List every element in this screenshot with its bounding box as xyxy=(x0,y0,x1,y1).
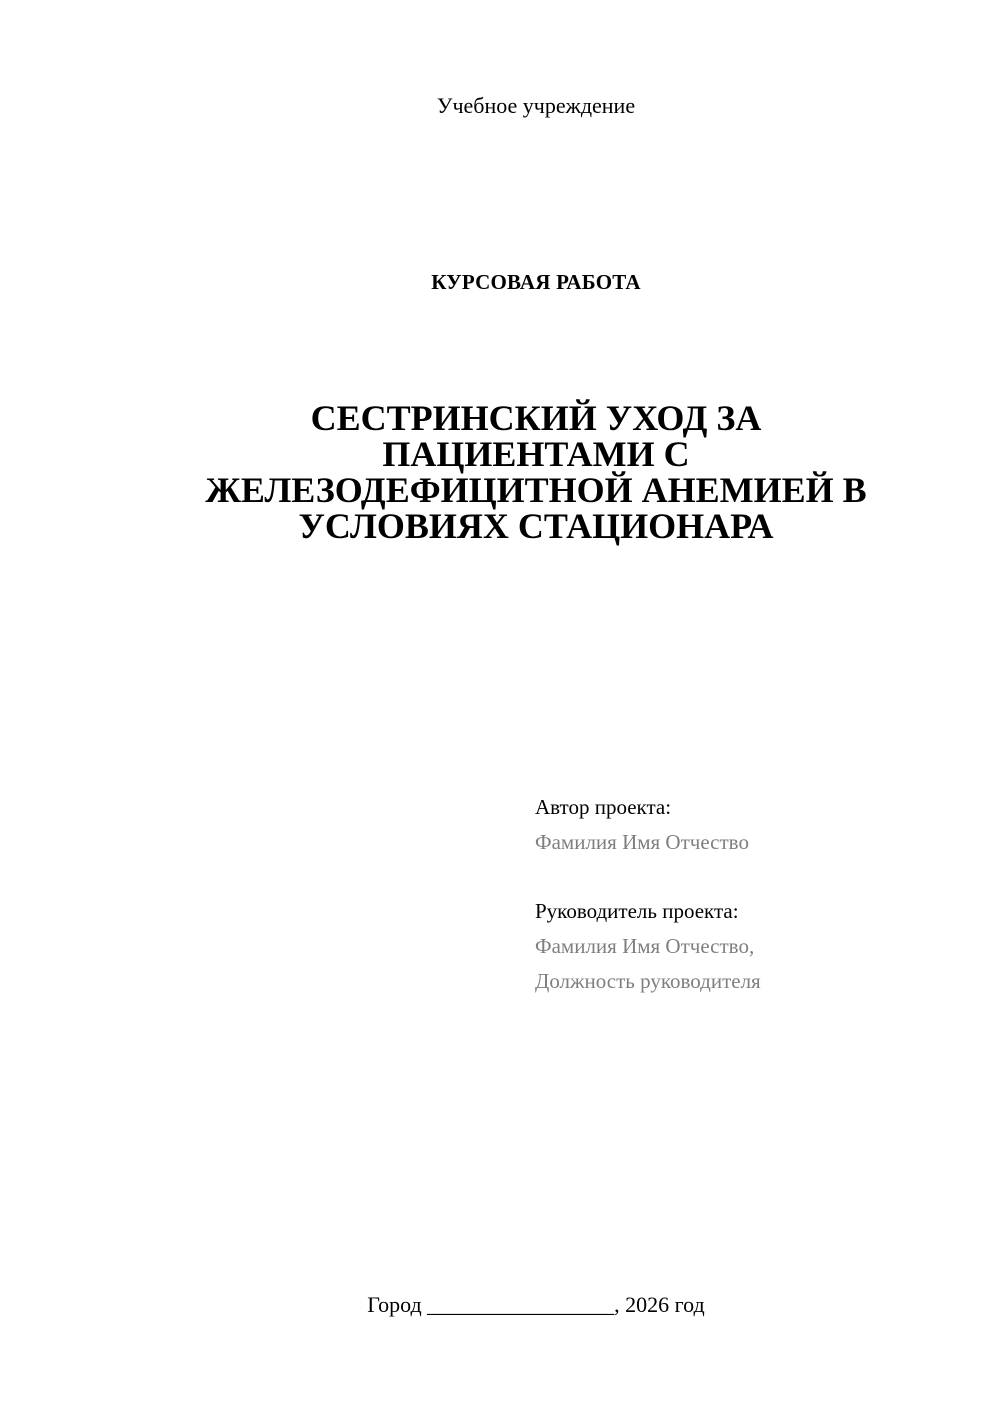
title-line: СЕСТРИНСКИЙ УХОД ЗА xyxy=(310,398,762,438)
title-line: ЖЕЛЕЗОДЕФИЦИТНОЙ АНЕМИЕЙ В xyxy=(205,470,867,510)
author-label: Автор проекта: xyxy=(535,795,672,819)
document-title xyxy=(160,400,912,544)
supervisor-name: Фамилия Имя Отчество, xyxy=(535,934,755,958)
title-line: ПАЦИЕНТАМИ С xyxy=(382,434,690,474)
supervisor-position: Должность руководителя xyxy=(535,969,761,993)
title-line: УСЛОВИЯХ СТАЦИОНАРА xyxy=(298,506,774,546)
city-year-footer: Город _________________, 2026 год xyxy=(367,1292,705,1317)
institution-name: Учебное учреждение xyxy=(436,93,636,118)
author-name: Фамилия Имя Отчество xyxy=(535,830,749,854)
supervisor-label: Руководитель проекта: xyxy=(535,899,739,923)
credits-block xyxy=(535,790,975,999)
work-type-heading: КУРСОВАЯ РАБОТА xyxy=(431,270,641,294)
credits-spacer xyxy=(535,860,975,894)
